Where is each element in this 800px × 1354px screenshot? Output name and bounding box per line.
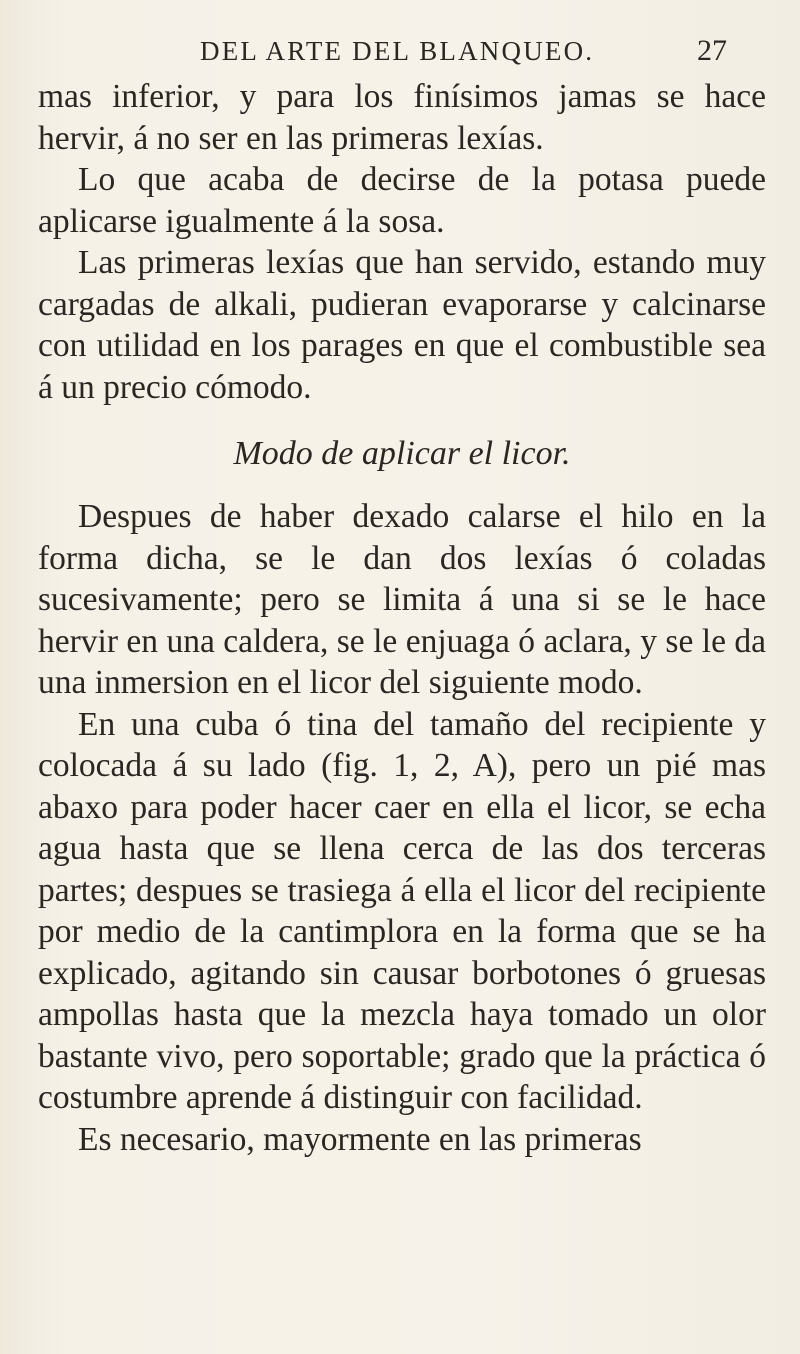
- paragraph-despues: Despues de haber dexado calarse el hilo en la forma dicha, se le dan dos lexías ó coladas sucesivamente; pero se limita á una si se le hace hervir en una caldera, se le enjuaga ó aclara, y se le da una inmersion en el licor del siguiente modo.: [38, 498, 766, 701]
- page-body: [38, 76, 766, 1160]
- running-header: [0, 30, 800, 80]
- paragraph-cuba: En una cuba ó tina del tamaño del recipiente y colocada á su lado (fig. 1, 2, A), pero un pié mas abaxo para poder hacer caer en ella el licor, se echa agua hasta que se llena cerca de las dos terceras partes; despues se trasiega á ella el licor del recipiente por medio de la cantimplora en la forma que se ha explicado, agitando sin causar borbotones ó gruesas ampollas hasta que la mezcla haya tomado un olor bastante vivo, pero soportable; grado que la práctica ó costumbre aprende á distinguir con facilidad.: [38, 705, 766, 1116]
- paragraph-lexias: Las primeras lexías que han servido, estando muy cargadas de alkali, pudieran evaporarse y calcinarse con utilidad en los parages en que el combustible sea á un precio cómodo.: [38, 244, 766, 406]
- paragraph-sosa: Lo que acaba de decirse de la potasa puede aplicarse igualmente á la sosa.: [38, 161, 766, 240]
- paragraph-necesario: Es necesario, mayormente en las primeras: [78, 1120, 642, 1158]
- page-number: 27: [697, 34, 727, 67]
- running-title: DEL ARTE DEL BLANQUEO.: [200, 36, 595, 66]
- paragraph-continuation: mas inferior, y para los finísimos jamas se hace hervir, á no ser en las primeras lexías.: [38, 78, 766, 157]
- section-heading: Modo de aplicar el licor.: [233, 435, 571, 472]
